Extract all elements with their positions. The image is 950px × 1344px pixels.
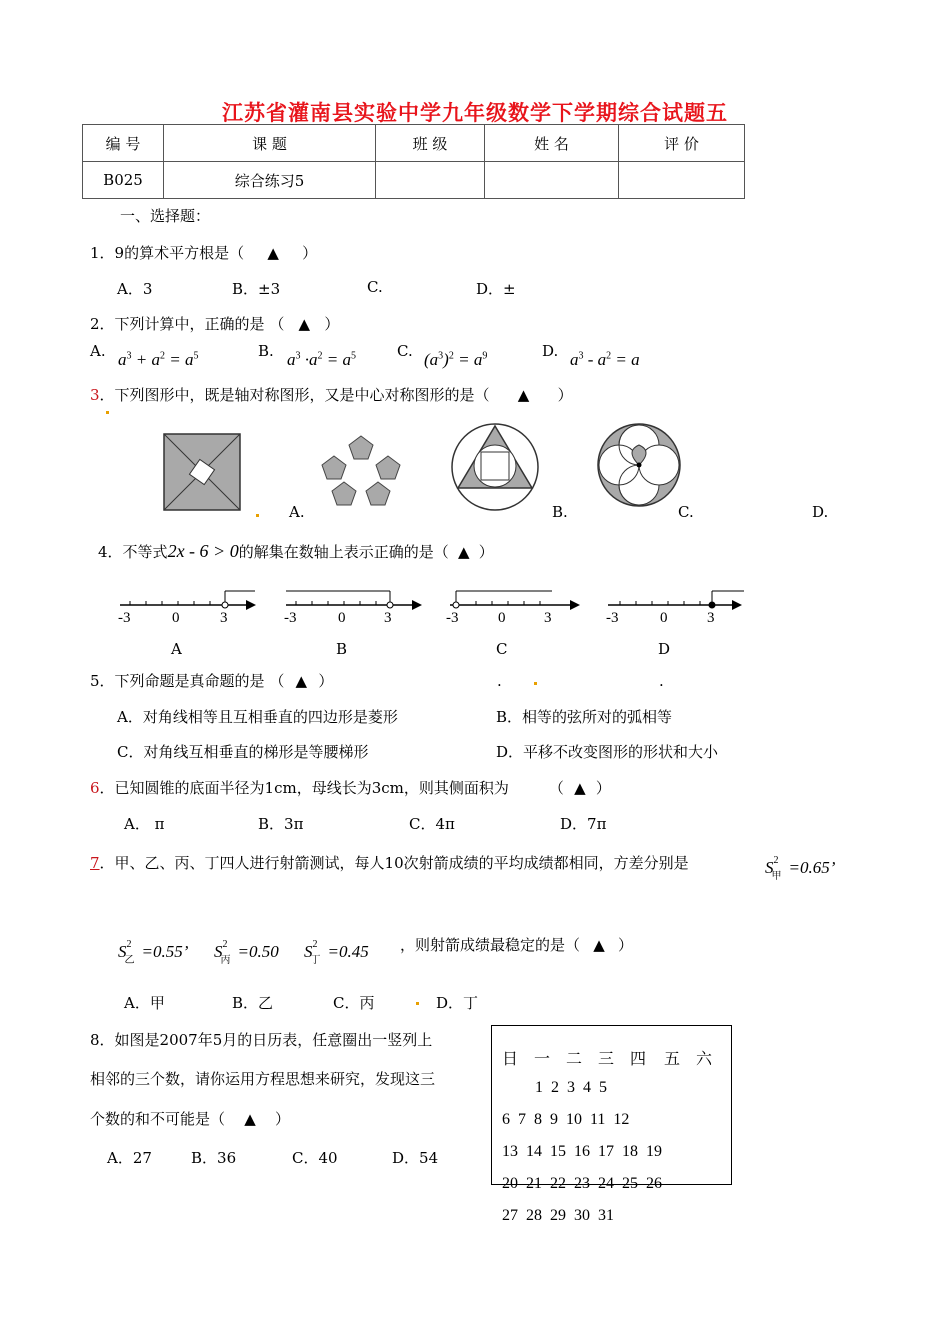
question-text: 不等式 [122, 543, 168, 561]
question-6 [90, 777, 611, 798]
number-line-d [600, 585, 750, 630]
q2-label-b: B. [258, 342, 274, 360]
question-text: 的解集在数轴上表示正确的是（ [238, 543, 449, 561]
table-cell [376, 162, 485, 199]
calendar-row: 13 14 15 16 17 18 19 [502, 1143, 662, 1160]
table-cell: 综合练习5 [164, 162, 376, 199]
question-number: 4． [98, 543, 123, 561]
q8-option-b: B．36 [191, 1149, 237, 1167]
table-cell: B025 [83, 162, 164, 199]
q5-option-d: D．平移不改变图形的形状和大小 [496, 743, 719, 761]
q6-option-c: C．4π [409, 815, 455, 833]
question-text: ．已知圆锥的底面半径为1cm，母线长为3cm，则其侧面积为 [99, 779, 509, 797]
question-number: 1． [90, 244, 115, 262]
q7-option-b: B．乙 [232, 994, 274, 1012]
figure-circle-triangle [448, 420, 542, 514]
q2-formula-b: $a^3 \cdot a^2 = a^5$ [287, 350, 356, 369]
question-text: 下列计算中，正确的是 （ [114, 315, 285, 333]
question-open: （ [548, 779, 564, 797]
q3-label-d: D. [812, 503, 829, 521]
weekday: 五 [664, 1051, 681, 1068]
q2-formula-c: $(a^3)^2 = a^9$ [424, 350, 488, 369]
question-close: ） [302, 244, 318, 262]
question-text: ，则射箭成绩最稳定的是（ [400, 936, 581, 954]
weekday: 四 [630, 1051, 647, 1068]
answer-triangle: ▲ [593, 936, 605, 954]
question-7 [90, 852, 689, 873]
calendar-row: 27 28 29 30 31 [502, 1207, 614, 1224]
answer-triangle: ▲ [517, 386, 530, 404]
mark-dot [416, 1002, 419, 1005]
q7-option-a: A．甲 [124, 994, 165, 1012]
q2-formula-d: $a^3 - a^2 = a$ [570, 350, 640, 369]
question-text: 如图是2007年5月的日历表，任意圈出一竖列上 [114, 1031, 433, 1049]
table-row [83, 162, 745, 199]
question-text: ．甲、乙、丙、丁四人进行射箭测试，每人10次射箭成绩的平均成绩都相同，方差分别是 [99, 854, 689, 872]
q2-formula-a: $a^3 + a^2 = a^5$ [118, 350, 199, 369]
question-text: 个数的和不可能是（ [90, 1110, 226, 1128]
figure-four-circles [594, 420, 684, 510]
tick-label: 0 [660, 610, 668, 626]
figure-pentagons [318, 430, 404, 512]
section-heading: 一、选择题： [120, 207, 211, 225]
calendar-row: 20 21 22 23 24 25 26 [502, 1175, 662, 1192]
header-cell: 班 级 [376, 125, 485, 162]
question-4 [98, 541, 494, 562]
q3-label-b: B. [552, 503, 568, 521]
tick-label: 3 [707, 610, 715, 626]
q2-label-c: C. [397, 342, 413, 360]
tick-label: -3 [606, 610, 619, 626]
header-cell: 评 价 [619, 125, 745, 162]
header-cell: 编 号 [83, 125, 164, 162]
tick-label: -3 [284, 610, 297, 626]
question-text: 9的算术平方根是（ [114, 244, 245, 262]
tick-label: 3 [220, 610, 228, 626]
question-close: ） [557, 386, 573, 404]
tick-label: 3 [384, 610, 392, 626]
header-cell: 课 题 [164, 125, 376, 162]
question-1 [90, 242, 317, 263]
tick-label: 0 [172, 610, 180, 626]
decorative-dot-text: . [497, 672, 502, 690]
question-number: 2． [90, 315, 115, 333]
q8-option-a: A．27 [107, 1149, 152, 1167]
q8-option-c: C．40 [292, 1149, 338, 1167]
tick-label: -3 [446, 610, 459, 626]
q3-label-c: C. [678, 503, 694, 521]
table-cell [619, 162, 745, 199]
calendar-row: 1 2 3 4 5 [535, 1079, 607, 1096]
number-line-b [276, 585, 426, 630]
inequality-formula: 2x - 6 > 0 [167, 541, 239, 561]
question-8-line-2: 相邻的三个数，请你运用方程思想来研究，发现这三 [90, 1070, 436, 1088]
q5-option-c: C．对角线互相垂直的梯形是等腰梯形 [117, 743, 369, 761]
decorative-dot-text: . [659, 672, 664, 690]
weekday: 二 [566, 1051, 583, 1068]
question-close: ） [478, 543, 494, 561]
answer-triangle: ▲ [457, 543, 470, 561]
q3-label-a: A. [289, 503, 305, 521]
variance-ding: $S^2_丁 =0.45$ [304, 939, 369, 966]
question-close: ） [618, 936, 634, 954]
mark-dot [106, 411, 109, 414]
variance-bing: $S^2_丙 =0.50$ [214, 939, 279, 966]
q6-option-b: B．3π [258, 815, 304, 833]
q4-label-d: D [658, 640, 671, 658]
answer-triangle: ▲ [298, 315, 311, 333]
question-3 [90, 384, 573, 405]
q5-option-a: A．对角线相等且互相垂直的四边形是菱形 [117, 708, 398, 726]
q1-option-b: B．±3 [232, 280, 281, 298]
info-table [82, 124, 745, 199]
q6-option-d: D．7π [560, 815, 607, 833]
tick-label: 3 [544, 610, 552, 626]
question-number: 8． [90, 1031, 115, 1049]
question-text: ．下列图形中，既是轴对称图形，又是中心对称图形的是（ [99, 386, 490, 404]
variance-jia: $S^2_甲 =0.65$’ [765, 855, 836, 882]
page-title: 江苏省灌南县实验中学九年级数学下学期综合试题五 [222, 101, 728, 125]
variance-yi: $S^2_乙 =0.55$’ [118, 939, 189, 966]
weekday: 三 [598, 1051, 615, 1068]
question-close: ） [275, 1110, 291, 1128]
table-cell [485, 162, 619, 199]
weekday: 日 [502, 1051, 519, 1068]
answer-triangle: ▲ [244, 1110, 256, 1128]
calendar-weekdays [502, 1046, 712, 1069]
calendar-row: 6 7 8 9 10 11 12 [502, 1111, 630, 1128]
answer-triangle: ▲ [295, 672, 308, 690]
question-number: 6 [90, 779, 100, 797]
q1-option-d: D．± [476, 280, 516, 298]
question-number: 3 [90, 386, 100, 404]
mark-dot [534, 682, 537, 685]
answer-triangle: ▲ [267, 244, 279, 262]
tick-label: 0 [338, 610, 346, 626]
number-line-a [110, 585, 260, 630]
mark-dot [256, 514, 259, 517]
question-5 [90, 670, 333, 691]
q7-option-c: C．丙 [333, 994, 375, 1012]
q1-option-a: A．3 [117, 280, 153, 298]
q1-option-c: C. [367, 278, 383, 296]
question-number: 5． [90, 672, 115, 690]
number-line-c [440, 585, 590, 630]
question-close: ） [318, 672, 334, 690]
q5-option-b: B．相等的弦所对的弧相等 [496, 708, 673, 726]
tick-label: -3 [118, 610, 131, 626]
q6-option-a: A． π [124, 815, 165, 833]
header-cell: 姓 名 [485, 125, 619, 162]
question-2 [90, 313, 339, 334]
question-close: ） [324, 315, 340, 333]
question-8-line-3 [90, 1108, 290, 1129]
q2-label-a: A. [90, 342, 106, 360]
q8-option-d: D．54 [392, 1149, 439, 1167]
q4-label-b: B [336, 640, 348, 658]
answer-triangle: ▲ [574, 779, 586, 797]
question-number: 7 [90, 854, 100, 872]
q2-label-d: D. [542, 342, 559, 360]
q4-label-c: C [496, 640, 508, 658]
figure-square-pinwheel [160, 430, 244, 512]
question-text: 下列命题是真命题的是 （ [114, 672, 285, 690]
tick-label: 0 [498, 610, 506, 626]
weekday: 六 [696, 1051, 713, 1068]
question-close: ） [595, 779, 611, 797]
q4-label-a: A [171, 640, 182, 658]
question-8-line-1 [90, 1029, 432, 1050]
weekday: 一 [534, 1051, 551, 1068]
table-header-row [83, 125, 745, 162]
q7-tail [400, 934, 633, 955]
q7-option-d: D．丁 [436, 994, 479, 1012]
